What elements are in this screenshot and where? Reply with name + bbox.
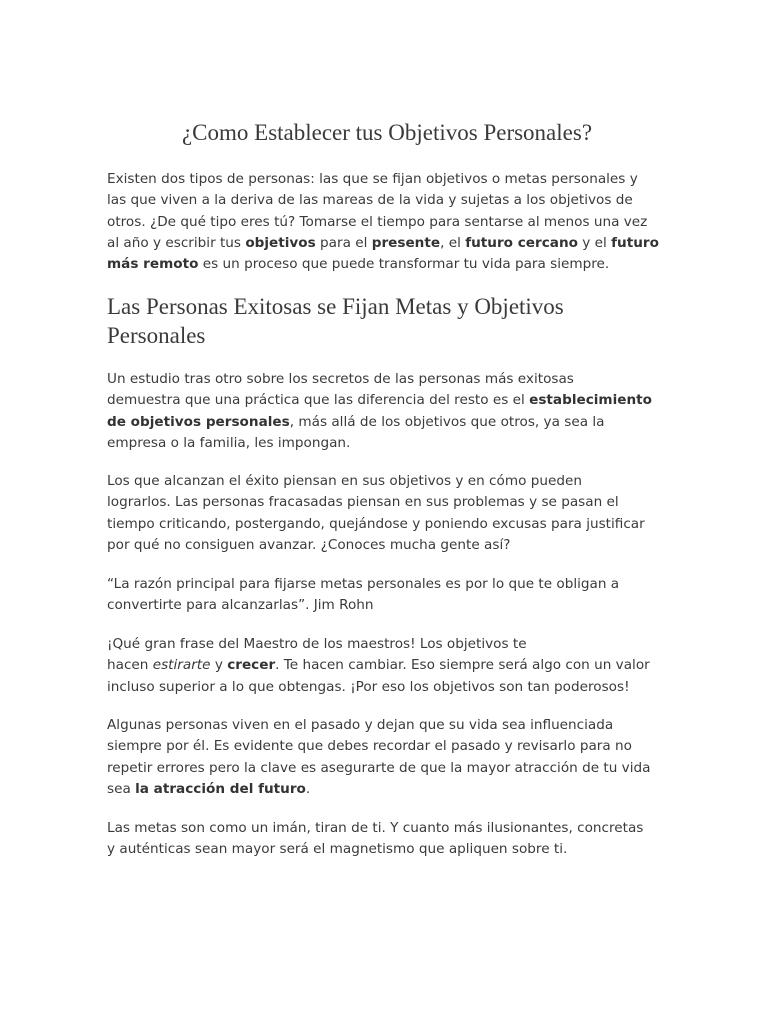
- heading-line: Personales: [107, 323, 206, 348]
- bold-text: presente: [371, 234, 441, 251]
- text-line: incluso superior a lo que obtengas. ¡Por eso los objetivos son tan poderosos!: [107, 678, 630, 695]
- text-line: [107, 390, 667, 411]
- bold-text: futuro: [611, 234, 659, 251]
- heading-line: Las Personas Exitosas se Fijan Metas y Objetivos: [107, 294, 564, 319]
- bold-text: objetivos: [245, 234, 316, 251]
- text-run: hacen: [107, 657, 153, 674]
- text-line: empresa o la familia, les impongan.: [107, 434, 351, 451]
- text-run: . Te hacen cambiar. Eso siempre será algo con un valor: [275, 657, 650, 674]
- text-line: Las metas son como un imán, tiran de ti. Y cuanto más ilusionantes, concretas: [107, 820, 644, 836]
- text-line: tiempo criticando, postergando, quejándose y poniendo excusas para justificar: [107, 515, 645, 532]
- bold-text: la atracción del futuro: [135, 780, 306, 797]
- text-run: .: [305, 780, 311, 797]
- text-line: por qué no consiguen avanzar. ¿Conoces mucha gente así?: [107, 536, 511, 553]
- page-title: ¿Como Establecer tus Objetivos Personales?: [181, 120, 593, 145]
- paragraph-master: [107, 634, 667, 698]
- intro-paragraph: [107, 169, 667, 275]
- bold-text: de objetivos personales: [107, 413, 290, 430]
- text-line: convertirte para alcanzarlas”. Jim Rohn: [107, 597, 374, 614]
- text-line: [107, 655, 667, 676]
- text-run: , más allá de los objetivos que otros, ya sea la: [289, 413, 605, 430]
- paragraph-magnet: [107, 818, 667, 861]
- text-line: las que viven a la deriva de las mareas de la vida y sujetas a los objetivos de: [107, 192, 633, 209]
- text-line: repetir errores pero la clave es asegurarte de que la mayor atracción de tu vida: [107, 759, 651, 776]
- text-run: al año y escribir tus: [107, 234, 246, 251]
- text-line: ¡Qué gran frase del Maestro de los maestros! Los objetivos te: [107, 636, 527, 652]
- text-run: y: [210, 657, 228, 674]
- text-run: es un proceso que puede transformar tu vida para siempre.: [198, 256, 610, 273]
- text-run: y el: [577, 234, 612, 251]
- text-line: [107, 233, 667, 254]
- text-line: [107, 779, 667, 800]
- text-line: y auténticas sean mayor será el magnetismo que apliquen sobre ti.: [107, 841, 568, 858]
- text-line: Existen dos tipos de personas: las que se fijan objetivos o metas personales y: [107, 171, 638, 187]
- text-run: demuestra que una práctica que las diferencia del resto es el: [107, 392, 530, 409]
- text-line: Un estudio tras otro sobre los secretos de las personas más exitosas: [107, 371, 574, 387]
- bold-text: crecer: [227, 657, 276, 674]
- section-heading: [107, 292, 647, 350]
- text-line: “La razón principal para fijarse metas personales es por lo que te obligan a: [107, 576, 620, 592]
- italic-text: estirarte: [152, 657, 211, 674]
- text-line: otros. ¿De qué tipo eres tú? Tomarse el tiempo para sentarse al menos una vez: [107, 213, 648, 230]
- bold-text: más remoto: [107, 256, 199, 273]
- text-run: para el: [315, 234, 372, 251]
- paragraph-quote: [107, 574, 667, 617]
- text-run: sea: [107, 780, 136, 797]
- text-line: lograrlos. Las personas fracasadas piensan en sus problemas y se pasan el: [107, 494, 619, 511]
- paragraph-success: [107, 471, 667, 556]
- bold-text: establecimiento: [529, 392, 652, 409]
- text-line: Algunas personas viven en el pasado y dejan que su vida sea influenciada: [107, 717, 614, 733]
- text-line: Los que alcanzan el éxito piensan en sus objetivos y en cómo pueden: [107, 473, 582, 489]
- paragraph-study: [107, 369, 667, 454]
- text-line: siempre por él. Es evidente que debes recordar el pasado y revisarlo para no: [107, 738, 632, 755]
- text-run: , el: [440, 234, 466, 251]
- paragraph-past: [107, 715, 667, 800]
- text-line: [107, 412, 667, 433]
- bold-text: futuro cercano: [465, 234, 578, 251]
- text-line: [107, 254, 667, 275]
